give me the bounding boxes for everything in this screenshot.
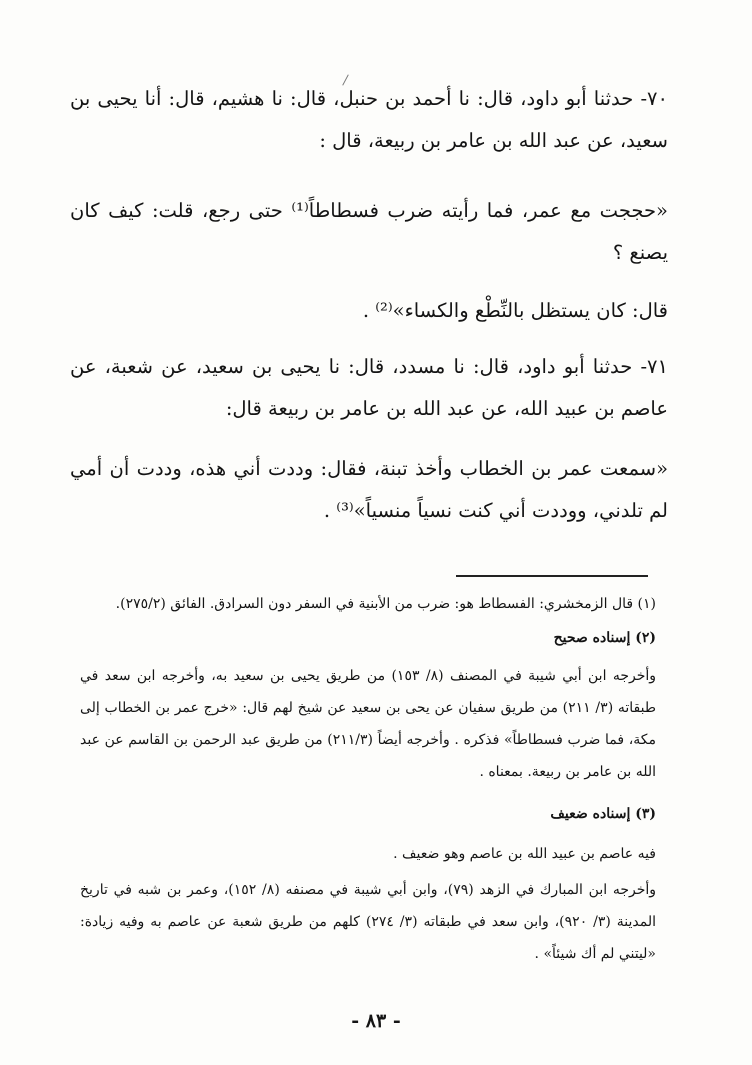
footnote-3-text-2: وأخرجه ابن المبارك في الزهد (٧٩)، وابن أبي شيبة في مصنفه (٨/ ١٥٢)، وعمر بن شبه في تاريخ المدينة (٣/ ٩٢٠)، وابن سعد في طبقاته (٣/ ٢٧٤) كلهم من طريق شعبة عن عاصم به وفيه زيادة: «ليتني لم أك شيئاً» .	[80, 882, 657, 962]
footnote-2-heading: (٢) إسناده صحيح	[553, 630, 656, 646]
footnote-separator	[456, 575, 648, 577]
hadith-70-header: ٧٠- حدثنا أبو داود، قال: نا أحمد بن حنبل، قال: نا هشيم، قال: أنا يحيى بن سعيد، عن عبد الله بن عامر بن ربيعة، قال :	[70, 87, 668, 152]
hadith-71-header: ٧١- حدثنا أبو داود، قال: نا مسدد، قال: نا يحيى بن سعيد، عن شعبة، عن عاصم بن عبيد الله، عن عبد الله بن عامر بن ربيعة قال:	[70, 355, 668, 420]
page-number: - ٨٣ -	[351, 1010, 401, 1032]
hadith-70-quote: «حججت مع عمر، فما رأيته ضرب فسطاطاً⁽¹⁾ حتى رجع، قلت: كيف كان يصنع ؟	[70, 199, 668, 264]
hadith-70-reply: قال: كان يستظل بالنِّطْع والكساء»⁽²⁾ .	[362, 299, 668, 322]
hadith-71-quote: «سمعت عمر بن الخطاب وأخذ تبنة، فقال: وددت أني هذه، وددت أن أمي لم تلدني، ووددت أني كنت نسياً منسياً»⁽³⁾ .	[70, 457, 668, 522]
footnote-3-text-1: فيه عاصم بن عبيد الله بن عاصم وهو ضعيف .	[393, 846, 656, 862]
footnote-3-heading: (٣) إسناده ضعيف	[550, 806, 656, 822]
footnote-1: (١) قال الزمخشري: الفسطاط هو: ضرب من الأبنية في السفر دون السرادق. الفائق (٢٧٥/٢).	[115, 596, 656, 612]
footnote-2-text: وأخرجه ابن أبي شيبة في المصنف (٨/ ١٥٣) من طريق يحيى بن سعيد به، وأخرجه ابن سعد في طبقاته (٣/ ٢١١) من طريق سفيان عن يحى بن سعيد عن شيخ لهم قال: «خرج عمر بن الخطاب إلى مكة، فما ضرب فسطاطاً» فذكره . وأخرجه أيضاً (٢١١/٣) من طريق عبد الرحمن بن القاسم عن عبد الله بن عامر بن ربيعة. بمعناه .	[80, 668, 657, 780]
